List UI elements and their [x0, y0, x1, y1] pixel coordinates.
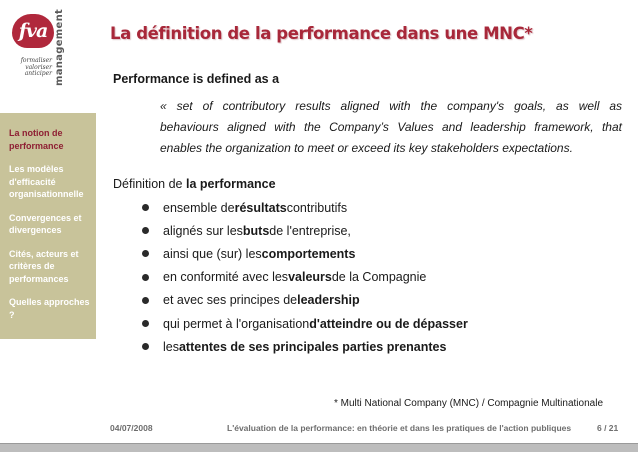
bullet-bold: buts — [242, 223, 270, 238]
bullet-pre: en conformité avec les — [163, 270, 289, 285]
list-item — [142, 266, 468, 289]
sidebar-item-cites-acteurs[interactable]: Cités, acteurs et critères de performances — [9, 248, 79, 284]
bullet-dot-icon — [142, 274, 149, 281]
bullet-bold: d'atteindre ou de dépasser — [309, 316, 468, 331]
page-number: 6 / 21 — [597, 423, 619, 433]
bullet-bold: résultats — [234, 200, 287, 215]
logo-vertical-text: management — [54, 8, 65, 86]
list-item — [142, 196, 468, 219]
logo-tagline-line: valoriser — [25, 63, 52, 71]
quote-line: behaviours aligned with the Company’s Values and leadership framework, that — [160, 120, 622, 134]
bullet-bold: valeurs — [288, 270, 332, 285]
list-item — [142, 242, 468, 265]
bullet-pre: ensemble de — [163, 200, 235, 215]
definition-quote — [160, 96, 622, 159]
sidebar-nav — [0, 113, 96, 339]
logo-tagline-line: anticiper — [24, 70, 52, 77]
logo-tagline-line: formaliser — [20, 57, 52, 64]
definition-heading: Performance is defined as a — [113, 72, 280, 86]
bullet-dot-icon — [142, 343, 149, 350]
quote-line: « set of contributory results aligned with the company's goals, as well as — [160, 99, 622, 113]
heading-bold: la performance — [185, 177, 276, 191]
sidebar-item-modeles-efficacite[interactable]: Les modèles d'efficacité organisationnelle — [9, 164, 84, 199]
bullet-dot-icon — [142, 204, 149, 211]
bullet-pre: qui permet à l'organisation — [163, 316, 310, 331]
list-item — [142, 312, 468, 335]
sidebar-item-quelles-approches[interactable]: Quelles approches ? — [9, 297, 90, 320]
bullet-dot-icon — [142, 320, 149, 327]
bullet-bold: comportements — [261, 246, 356, 261]
bullet-dot-icon — [142, 227, 149, 234]
list-item — [142, 335, 468, 358]
footnote: * Multi National Company (MNC) / Compagnie Multinationale — [334, 398, 603, 409]
bullet-pre: les — [163, 339, 179, 354]
heading-prefix: Définition de — [113, 177, 186, 191]
sidebar-item-convergences[interactable]: Convergences et divergences — [9, 212, 82, 235]
sidebar-item-notion-performance[interactable]: La notion de performance — [9, 128, 64, 151]
list-item — [142, 219, 468, 242]
bullet-dot-icon — [142, 297, 149, 304]
logo-tagline — [8, 58, 52, 78]
bullet-bold: leadership — [297, 293, 360, 308]
quote-line: enables the organization to meet or exceed its key stakeholders expectations. — [160, 141, 573, 155]
bullet-bold: attentes de ses principales parties prenantes — [178, 339, 447, 354]
french-definition-heading — [113, 177, 276, 191]
bullet-dot-icon — [142, 250, 149, 257]
list-item — [142, 289, 468, 312]
bullet-post: contributifs — [286, 200, 348, 215]
footer-title: L'évaluation de la performance: en théorie et dans les pratiques de l'action publiques — [227, 423, 572, 433]
footer-date: 04/07/2008 — [110, 423, 153, 433]
logo-mark: fva — [12, 14, 54, 48]
bullet-pre: ainsi que (sur) les — [163, 246, 262, 261]
bullet-pre: et avec ses principes de — [163, 293, 298, 308]
bullet-post: de l'entreprise, — [269, 223, 351, 238]
definition-bullet-list — [142, 196, 468, 358]
bullet-post: de la Compagnie — [331, 270, 427, 285]
slide-title: La définition de la performance dans une MNC* — [110, 24, 533, 43]
bullet-pre: alignés sur les — [163, 223, 243, 238]
company-logo — [8, 8, 70, 102]
